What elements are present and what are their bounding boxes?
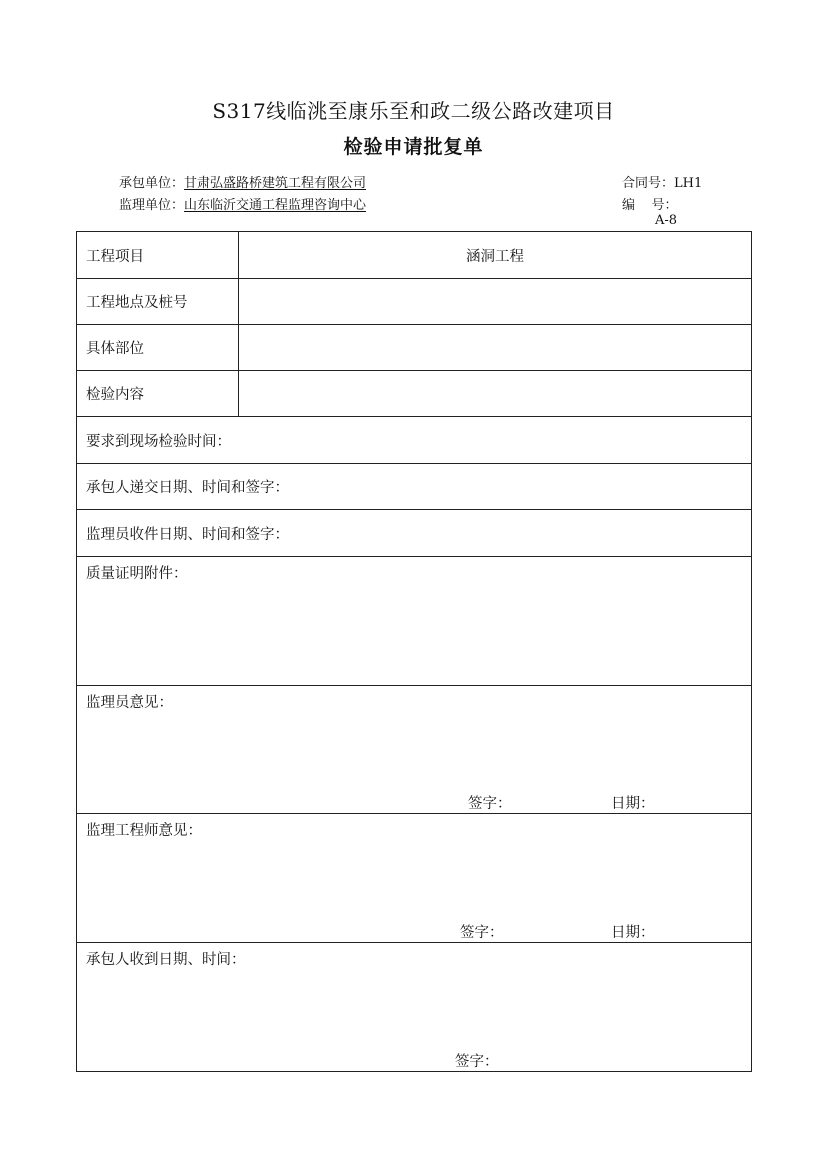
part-label: 具体部位 <box>77 325 239 371</box>
table-row <box>77 943 752 1072</box>
receive-label: 监理员收件日期、时间和签字： <box>77 510 752 557</box>
table-row <box>77 325 752 371</box>
contract-number: 合同号：LH1 <box>622 176 703 191</box>
supervisor-line <box>119 194 366 213</box>
supervisor-value: 山东临沂交通工程监理咨询中心 <box>184 198 367 213</box>
location-value <box>239 279 752 325</box>
supervisor-opinion-cell <box>77 686 752 814</box>
content-value <box>239 371 752 417</box>
engineer-opinion-label: 监理工程师意见： <box>86 823 202 839</box>
supervisor-opinion-label: 监理员意见： <box>86 695 173 711</box>
contractor-label: 承包单位： <box>119 176 185 191</box>
project-label: 工程项目 <box>77 232 239 279</box>
location-label: 工程地点及桩号 <box>77 279 239 325</box>
supervisor-date-label: 日期： <box>611 796 655 812</box>
serial-label: 编 号： <box>622 198 678 213</box>
submit-label: 承包人递交日期、时间和签字： <box>77 464 752 510</box>
attachments-label: 质量证明附件： <box>86 566 188 582</box>
part-value <box>239 325 752 371</box>
serial-value: A-8 <box>655 213 678 228</box>
table-row <box>77 417 752 464</box>
inspection-form-table <box>76 231 752 1072</box>
engineer-sign-label: 签字： <box>460 925 504 941</box>
inspect-time-label: 要求到现场检验时间： <box>77 417 752 464</box>
table-row <box>77 510 752 557</box>
contractor-sign-label: 签字： <box>455 1054 499 1070</box>
contractor-receipt-label: 承包人收到日期、时间： <box>86 952 246 968</box>
table-row <box>77 557 752 686</box>
table-row <box>77 371 752 417</box>
contractor-line <box>119 172 366 191</box>
contractor-receipt-cell <box>77 943 752 1072</box>
document-subtitle: 检验申请批复单 <box>343 136 484 158</box>
content-label: 检验内容 <box>77 371 239 417</box>
engineer-date-label: 日期： <box>611 925 655 941</box>
table-row <box>77 814 752 943</box>
contractor-value: 甘肃弘盛路桥建筑工程有限公司 <box>184 176 367 191</box>
project-value: 涵洞工程 <box>239 232 752 279</box>
table-row <box>77 686 752 814</box>
supervisor-sign-label: 签字： <box>468 796 512 812</box>
supervisor-label: 监理单位： <box>119 198 185 213</box>
document-title: S317线临洮至康乐至和政二级公路改建项目 <box>212 99 615 123</box>
attachments-cell <box>77 557 752 686</box>
table-row <box>77 279 752 325</box>
table-row <box>77 464 752 510</box>
table-row <box>77 232 752 279</box>
engineer-opinion-cell <box>77 814 752 943</box>
